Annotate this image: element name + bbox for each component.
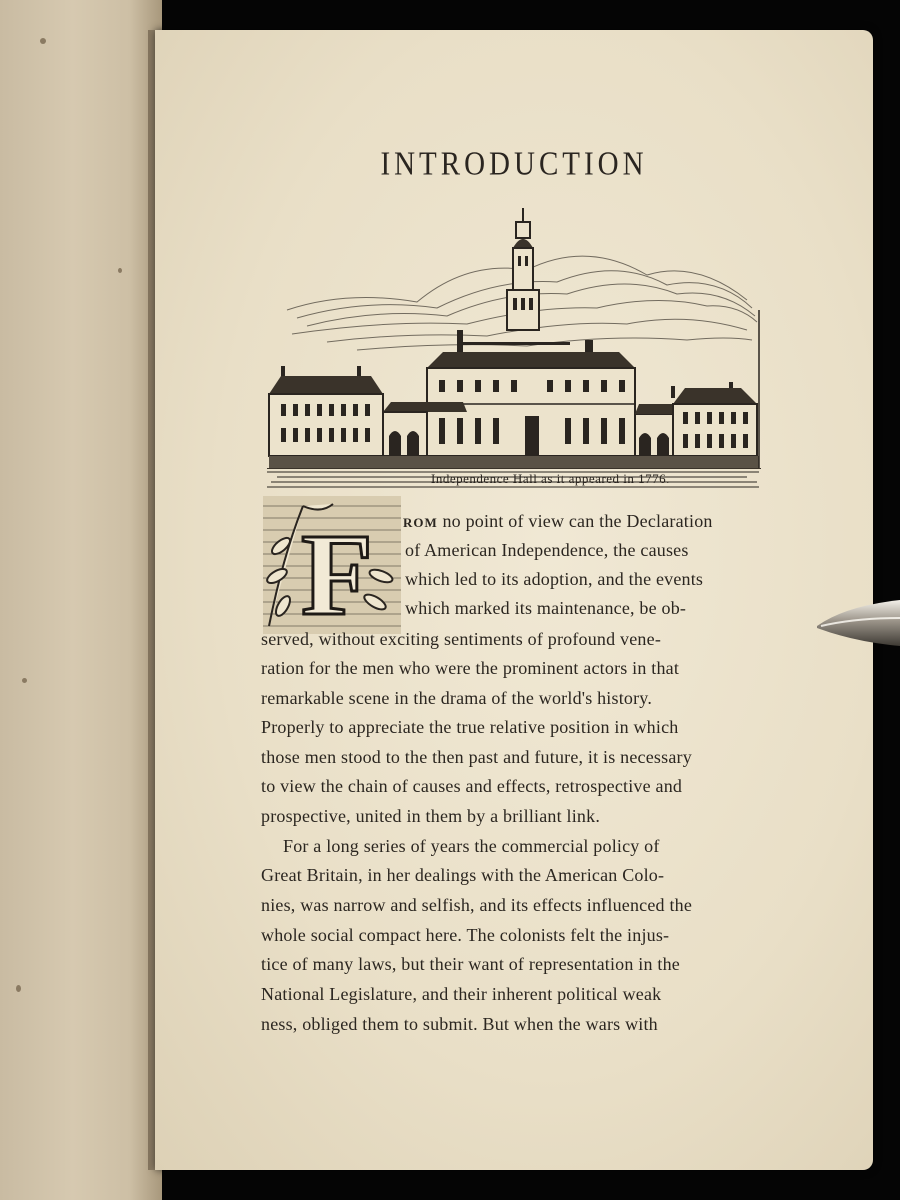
- text-line: tice of many laws, but their want of representation in the: [261, 954, 680, 974]
- text-line: those men stood to the then past and future, it is necessary: [261, 747, 692, 767]
- text-line: remarkable scene in the drama of the world's history.: [261, 688, 653, 708]
- text-line: of American Independence, the causes: [405, 540, 689, 560]
- text-line: [403, 511, 713, 532]
- text-line: which marked its maintenance, be ob-: [405, 598, 687, 618]
- caption-rule: [267, 468, 761, 469]
- text-line: ness, obliged them to submit. But when the wars with: [261, 1014, 658, 1034]
- text-line: ration for the men who were the prominent actors in that: [261, 658, 680, 678]
- text-line: to view the chain of causes and effects, retrospective and: [261, 776, 683, 796]
- text-line: served, without exciting sentiments of profound vene-: [261, 629, 662, 649]
- left-page: [0, 0, 162, 1200]
- text-line: whole social compact here. The colonists felt the injus-: [261, 925, 670, 945]
- text-line: National Legislature, and their inherent political weak: [261, 984, 662, 1004]
- foxing-spot: [16, 985, 21, 992]
- independence-hall-engraving: [267, 190, 761, 502]
- text-line: For a long series of years the commercial policy of: [283, 836, 660, 856]
- foxing-spot: [118, 268, 122, 273]
- foxing-spot: [40, 38, 46, 44]
- text-line: Properly to appreciate the true relative position in which: [261, 717, 679, 737]
- book-page: [155, 30, 873, 1170]
- page-title: INTRODUCTION: [380, 145, 648, 183]
- text-line-content: no point of view can the Declaration: [437, 511, 713, 531]
- drop-cap-letter: F: [300, 509, 374, 634]
- text-line: Great Britain, in her dealings with the American Colo-: [261, 865, 665, 885]
- text-line: which led to its adoption, and the events: [405, 569, 704, 589]
- text-line: nies, was narrow and selfish, and its effects influenced the: [261, 895, 693, 915]
- decorative-initial-letter: [263, 496, 401, 634]
- illustration-caption: Independence Hall as it appeared in 1776.: [431, 471, 670, 486]
- foxing-spot: [22, 678, 27, 683]
- drop-cap-continuation: ROM: [403, 515, 438, 530]
- text-line: prospective, united in them by a brilliant link.: [261, 806, 601, 826]
- metal-bookmark-clip: [815, 596, 900, 648]
